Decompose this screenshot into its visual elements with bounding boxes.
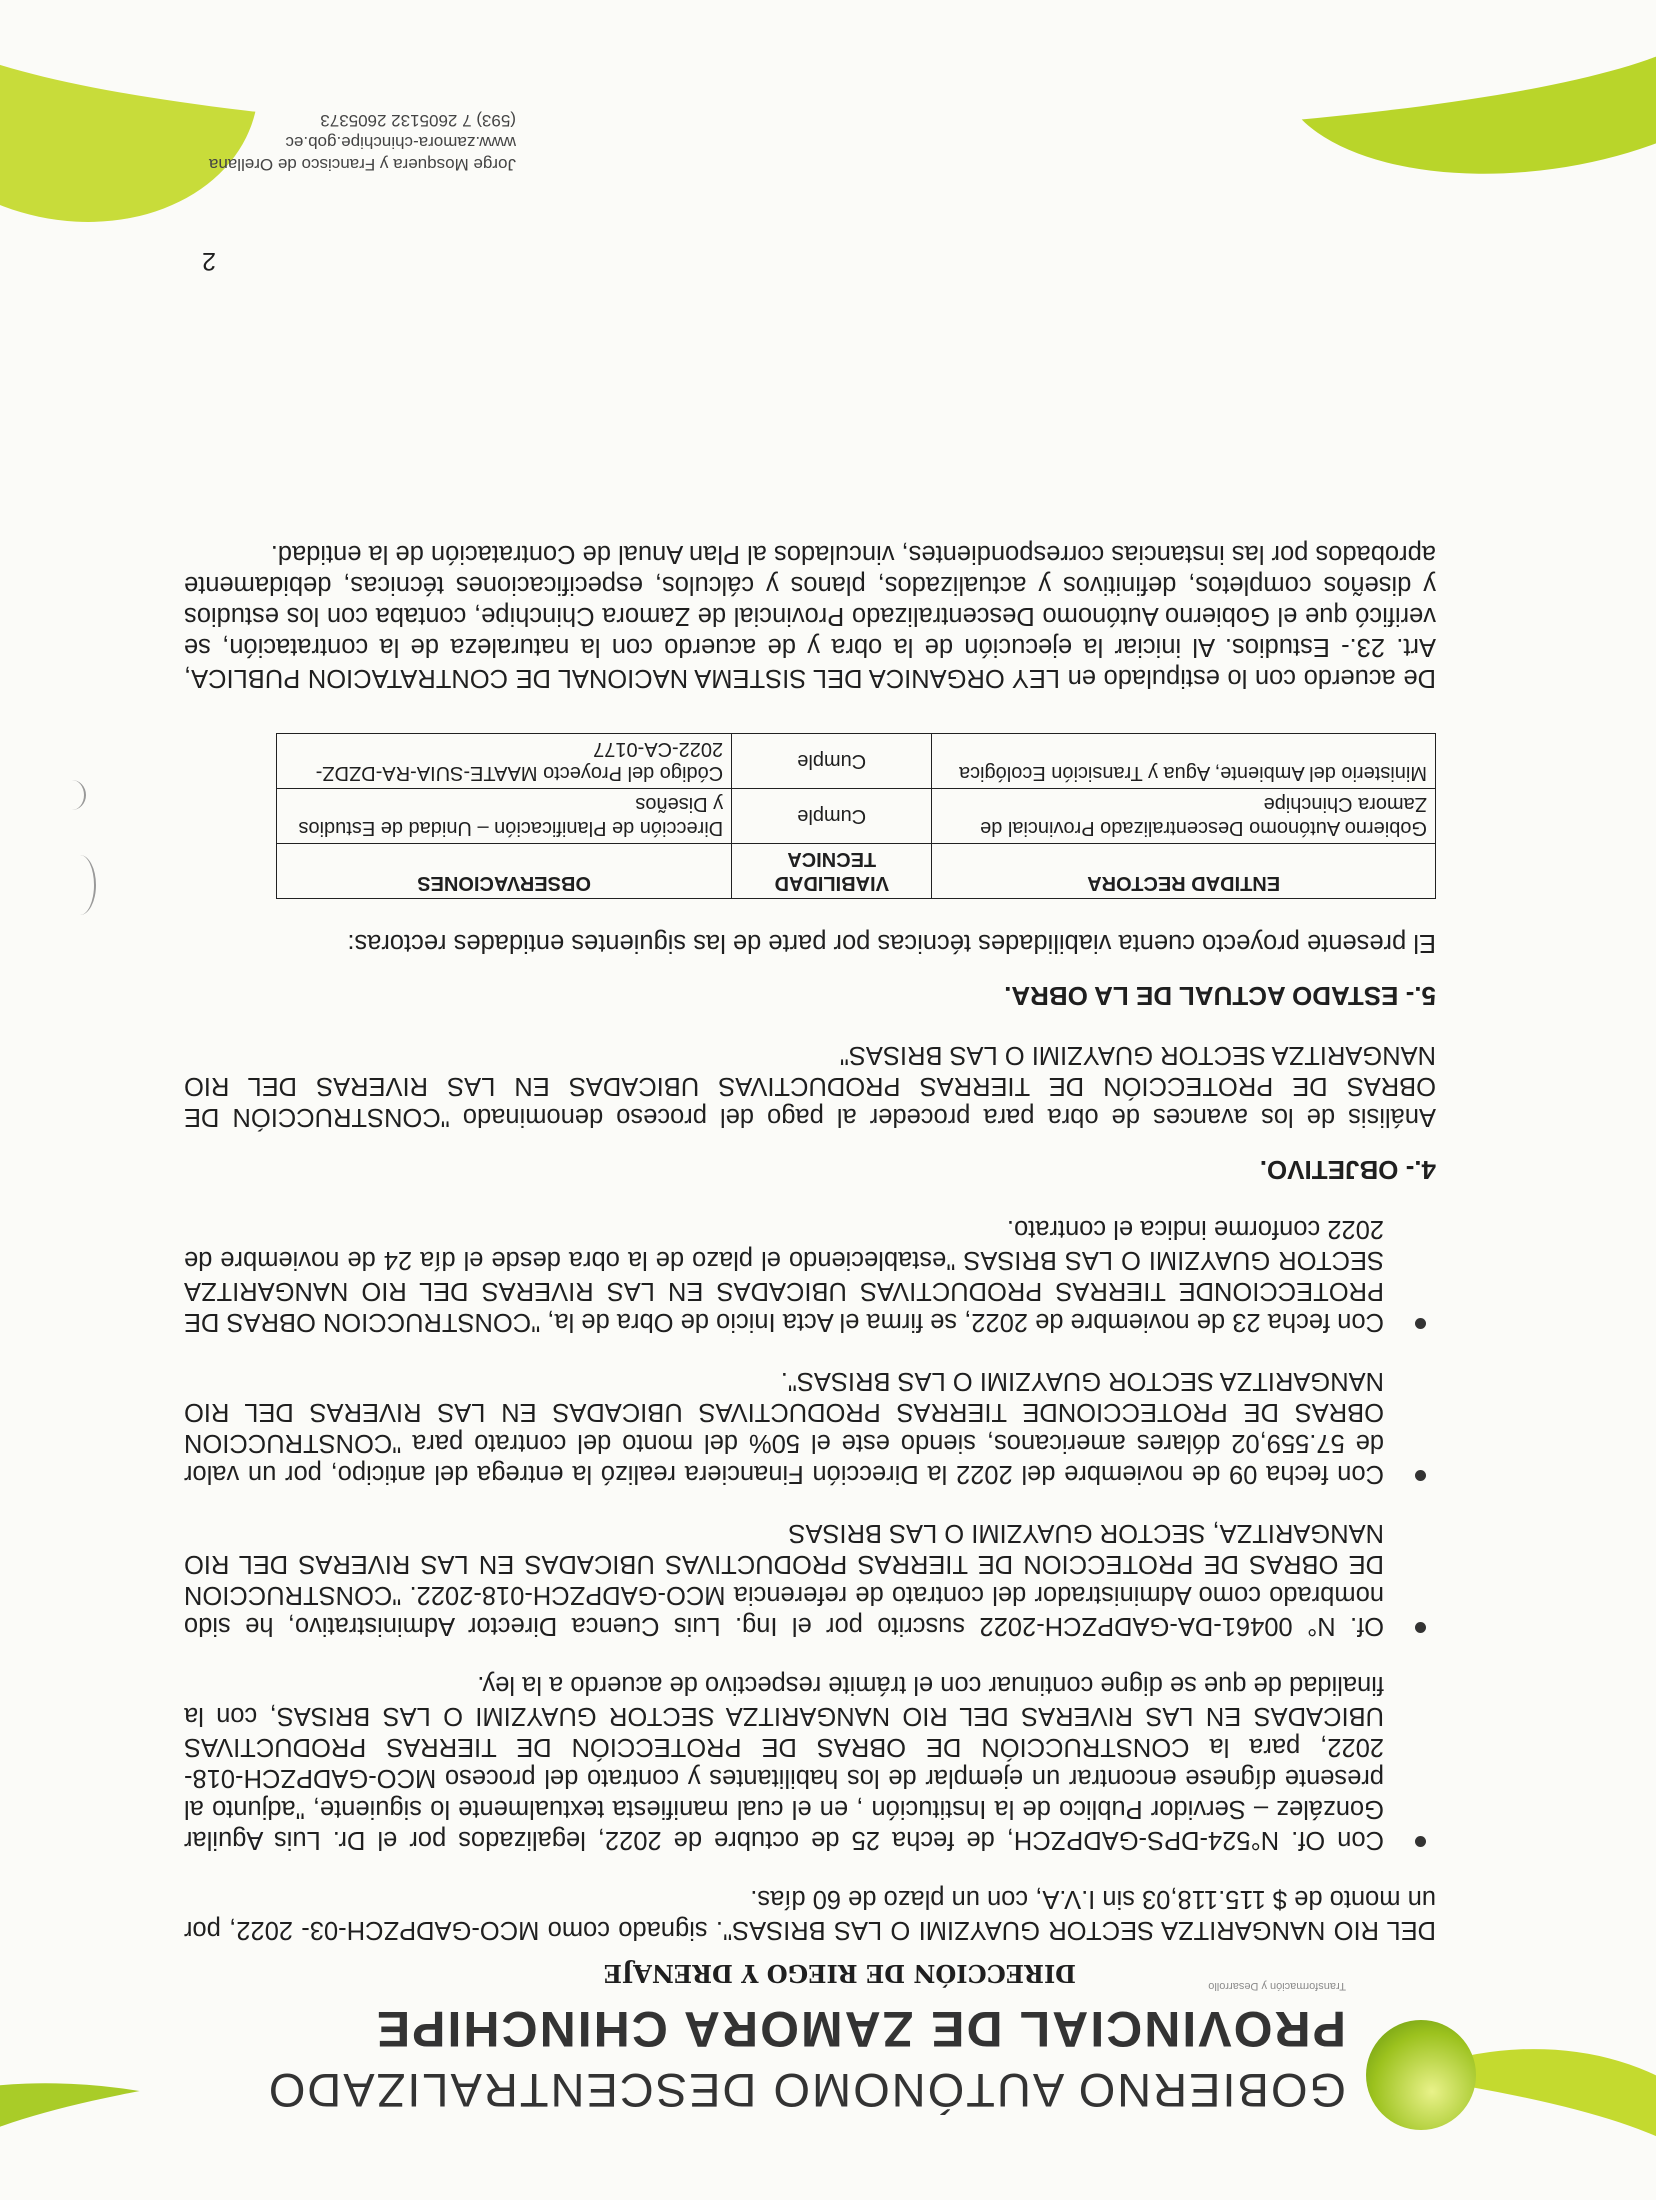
list-item xyxy=(184,1669,1436,1855)
column-header: ENTIDAD RECTORA xyxy=(932,844,1436,899)
footer-phone: (593) 7 2605132 2605373 xyxy=(320,111,516,130)
institution-province: PROVINCIAL DE ZAMORA CHINCHIPE xyxy=(374,2001,1346,2057)
antecedentes-list xyxy=(184,1213,1436,1855)
tagline: Transformación y Desarrollo xyxy=(1208,1980,1346,1992)
list-item xyxy=(184,1365,1436,1489)
logo-icon xyxy=(1366,2020,1476,2130)
objective-paragraph: Análisis de los avances de obra para proceder al pago del proceso denominado "CONSTRUCCIÓN DE OBRAS DE PROTECCIÓN DE TIERRAS PRODUCTIVAS UBICADAS EN LAS RIVERAS DEL RIO NANGARITZA SECTOR GUAYZIMI O LAS BRISAS" xyxy=(184,1041,1436,1131)
bullet-icon xyxy=(1415,1836,1426,1847)
table-cell: Código del Proyecto MAATE-SUIA-RA-DZDZ-2022-CA-0177 xyxy=(277,734,732,789)
closing-paragraph: De acuerdo con lo estipulado en LEY ORGANICA DEL SISTEMA NACIONAL DE CONTRATACION PUBLICA, Art. 23.- Estudios. Al iniciar la ejecución de la obra y de acuerdo con la naturaleza de la contratación, se verificó que el Gobierno Autónomo Descentralizado Provincial de Zamora Chinchipe, contaba con los estudios y diseños completos, definitivos y actualizados, planos y cálculos, especificaciones técnicas, debidamente aprobados por las instancias correspondientes, vinculados al Plan Anual de Contratación de la entidad. xyxy=(184,540,1436,692)
list-item xyxy=(184,1517,1436,1641)
list-item xyxy=(184,1213,1436,1337)
list-item-text: Con fecha 23 de noviembre de 2022, se firma el Acta Inicio de Obra de la, "CONSTRUCCION OBRAS DE PROTECCIONDE TIERRAS PRODUCTIVAS UBICADAS EN LAS RIVERAS DEL RIO NANGARITZA SECTOR GUAYZIMI O LAS BRISAS "estableciendo el plazo de la obra desde el día 24 de noviembre de 2022 conforme indica el contrato. xyxy=(184,1215,1384,1336)
table-cell: Dirección de Planificación – Unidad de Estudios y Diseños xyxy=(277,789,732,844)
footer-address: Jorge Mosquera y Francisco de Orellana xyxy=(208,155,516,174)
bullet-icon xyxy=(1415,1318,1426,1329)
table-cell: Cumple xyxy=(732,734,932,789)
table-header-row xyxy=(277,844,1436,899)
list-item-text: Con Of. N°524-DPS-GADPZCH, de fecha 25 de octubre de 2022, legalizados por el Dr. Luis Aguilar González – Servidor Publico de la Institución , en el cual manifiesta textualmente lo siguiente, "adjunto al presente dígnese encontrar un ejemplar de los habilitantes y contrato del proceso MCO-GADPZCH-018-2022, para la CONSTRUCCIÓN DE OBRAS DE PROTECCIÓN DE TIERRAS PRODUCTIVAS UBICADAS EN LAS RIVERAS DEL RIO NANGARITZA SECTOR GUAYZIMI O LAS BRISAS, con la finalidad de que se digne continuar con el trámite respectivo de acuerdo a la ley. xyxy=(184,1671,1384,1854)
viability-table xyxy=(276,733,1436,899)
bullet-icon xyxy=(1415,1470,1426,1481)
section-heading: 4.- OBJETIVO. xyxy=(1259,1155,1436,1185)
table-row xyxy=(277,734,1436,789)
table-row xyxy=(277,789,1436,844)
table-cell: Gobierno Autónomo Descentralizado Provincial de Zamora Chinchipe xyxy=(932,789,1436,844)
column-header: OBSERVACIONES xyxy=(277,844,732,899)
table-cell: Ministerio del Ambiente, Agua y Transición Ecológica xyxy=(932,734,1436,789)
institution-name: GOBIERNO AUTÓNOMO DESCENTRALIZADO xyxy=(266,2064,1346,2117)
footer-website: www.zamora-chinchipe.gob.ec xyxy=(285,133,516,152)
scan-mark xyxy=(58,780,86,810)
document-body xyxy=(184,510,1436,1945)
footer-contact xyxy=(209,109,516,175)
scan-mark xyxy=(64,855,96,915)
intro-paragraph: DEL RIO NANGARITZA SECTOR GUAYZIMI O LAS BRISAS". signado como MCO-GADPZCH-03- 2022, por un monto de $ 115.118,03 sin I.V.A, con un plazo de 60 días. xyxy=(184,1885,1436,1944)
table-cell: Cumple xyxy=(732,789,932,844)
column-header: VIABILIDAD TECNICA xyxy=(732,844,932,899)
letterhead xyxy=(66,1960,1546,2140)
list-item-text: Of. N° 00461-DA-GADPZCH-2022 suscrito por el Ing. Luis Cuenca Director Administrativo, he sido nombrado como Administrador del contrato de referencia MCO-GADPZCH-018-2022. "CONSTRUCCION DE OBRAS DE PROTECCION DE TIERRAS PRODUCTIVAS UBICADAS EN LAS RIVERAS DEL RIO NANGARITZA, SECTOR GUAYZIMI O LAS BRISAS xyxy=(184,1519,1384,1640)
section-heading: 5.- ESTADO ACTUAL DE LA OBRA. xyxy=(1004,981,1436,1011)
department-name: DIRECCIÓN DE RIEGO Y DRENAJE xyxy=(603,1959,1076,1988)
status-paragraph: El presente proyecto cuenta viabilidades técnicas por parte de las siguientes entidades rectoras: xyxy=(347,929,1436,957)
list-item-text: Con fecha 09 de noviembre del 2022 la Dirección Financiera realizó la entrega del anticipo, por un valor de 57.559,02 dólares americanos, siendo este el 50% del monto del contrato para "CONSTRUCCION OBRAS DE PROTECCIONDE TIERRAS PRODUCTIVAS UBICADAS EN LAS RIVERAS DEL RIO NANGARITZA SECTOR GUAYZIMI O LAS BRISAS". xyxy=(184,1367,1384,1488)
bullet-icon xyxy=(1415,1622,1426,1633)
page-number: 2 xyxy=(202,247,216,275)
